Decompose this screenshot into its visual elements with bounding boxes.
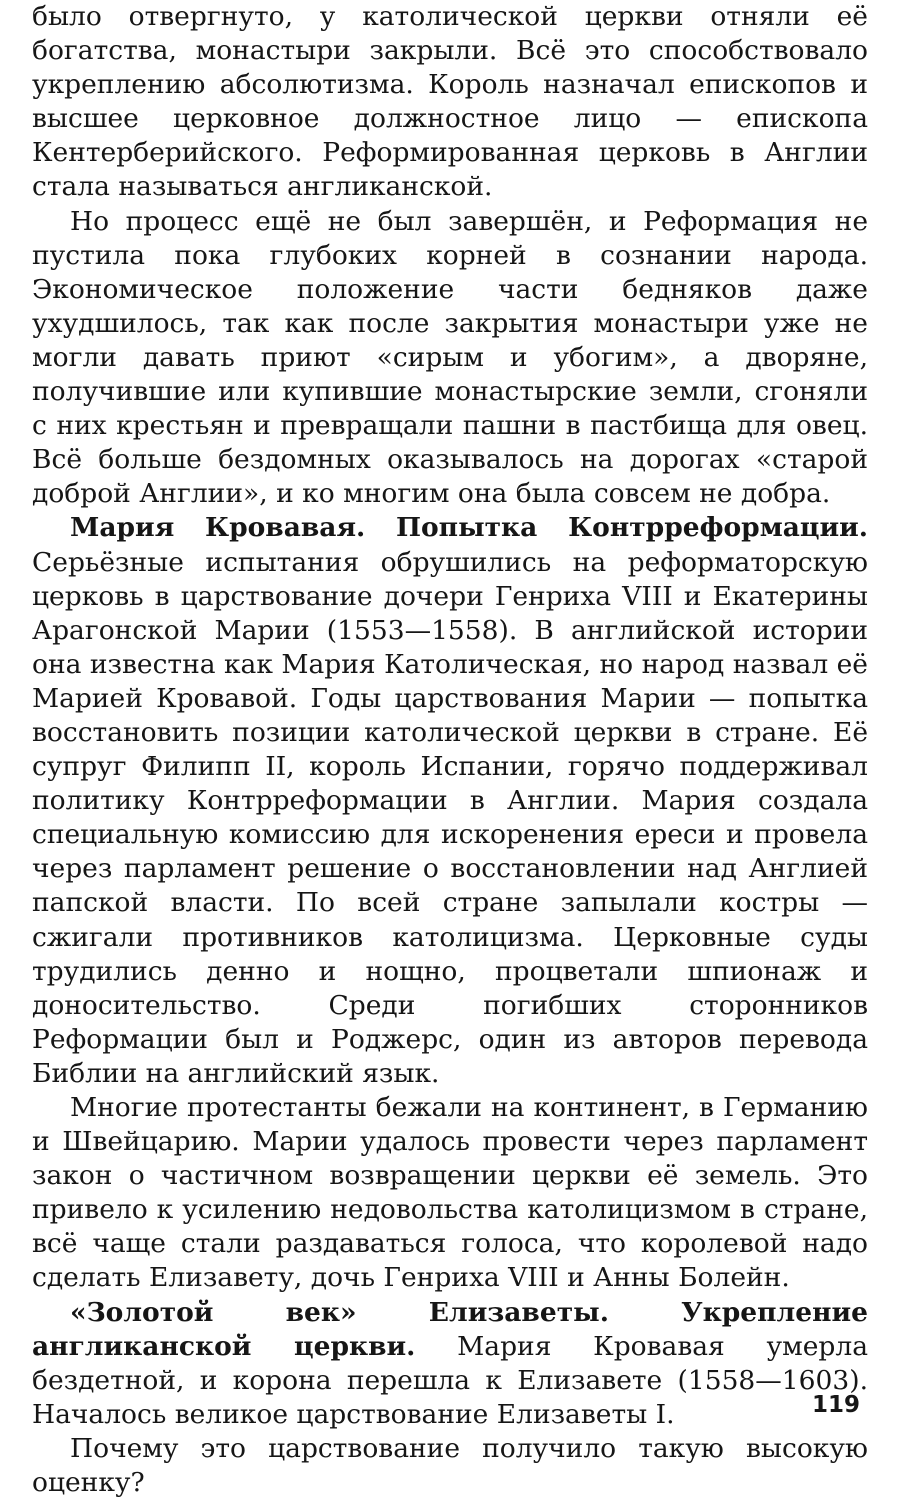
paragraph-question: [32, 1432, 868, 1500]
paragraph-elizabeth-golden-age: [32, 1296, 868, 1432]
paragraph-text: Серьёзные испытания обрушились на реформаторскую церковь в царствование дочери Генриха VIII и Екатерины Арагонской Марии (1553—1558). В английской истории она известна как Мария Католическая, но народ назвал её Марией Кровавой. Годы царствования Марии — попытка восстановить позиции католической церкви в стране. Её супруг Филипп II, король Испании, горячо поддерживал политику Контрреформации в Англии. Мария создала специальную комиссию для искоренения ереси и провела через парламент решение о восстановлении над Англией папской власти. По всей стране запылали костры — сжигали противников католицизма. Церковные суды трудились денно и нощно, процветали шпионаж и доносительство. Среди погибших сторонников Реформации был и Роджерс, один из авторов перевода Библии на английский язык.: [32, 546, 868, 1089]
section-heading-elizabeth: «Золотой век» Елизаветы. Укрепление англиканской церкви.: [32, 1296, 868, 1362]
paragraph-protestants-fled: [32, 1091, 868, 1296]
paragraph-text: Но процесс ещё не был завершён, и Реформация не пустила пока глубоких корней в сознании народа. Экономическое положение части бедняков даже ухудшилось, так как после закрытия монастыри уже не могли давать приют «сирым и убогим», а дворяне, получившие или купившие монастырские земли, сгоняли с них крестьян и превращали пашни в пастбища для овец. Всё больше бездомных оказывалось на дорогах «старой доброй Англии», и ко многим она была совсем не добра.: [32, 205, 868, 510]
section-heading-mary: Мария Кровавая. Попытка Контрреформации.: [70, 512, 868, 544]
paragraph-text: было отвергнуто, у католической церкви отняли её богатства, монастыри закрыли. Всё это способствовало укреплению абсолютизма. Король назначал епископов и высшее церковное должностное лицо — епископа Кентерберийского. Реформированная церковь в Англии стала называться англиканской.: [32, 1, 868, 203]
page-body: [32, 0, 868, 1500]
paragraph-text: Почему это царствование получило такую высокую оценку?: [32, 1432, 868, 1499]
page-number: 119: [812, 1392, 861, 1418]
paragraph-text: Многие протестанты бежали на континент, в Германию и Швейцарию. Марии удалось провести через парламент закон о частичном возвращении церкви её земель. Это привело к усилению недовольства католицизмом в стране, всё чаще стали раздаваться голоса, что королевой надо сделать Елизавету, дочь Генриха VIII и Анны Болейн.: [32, 1092, 868, 1294]
paragraph-text: Мария Кровавая умерла бездетной, и корона перешла к Елизавете (1558—1603). Началось великое царствование Елизаветы I.: [32, 1330, 868, 1430]
paragraph-reformation-incomplete: [32, 205, 868, 512]
paragraph-continuation: [32, 0, 868, 205]
paragraph-mary-bloody: [32, 511, 868, 1091]
